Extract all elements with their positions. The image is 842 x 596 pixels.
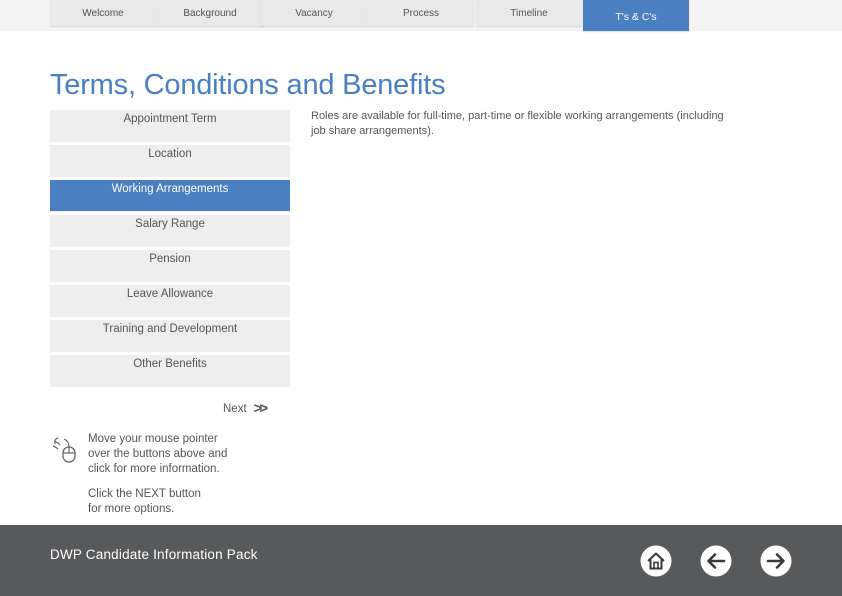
menu-item-leave-allowance[interactable]: Leave Allowance: [50, 285, 290, 316]
tab-timeline[interactable]: Timeline: [476, 0, 582, 26]
next-button[interactable]: [223, 400, 265, 417]
tab-terms-conditions[interactable]: T's & C's: [583, 0, 689, 31]
footer-title: DWP Candidate Information Pack: [50, 547, 258, 562]
tab-welcome[interactable]: Welcome: [50, 0, 156, 26]
tab-background[interactable]: Background: [157, 0, 263, 26]
arrow-left-icon[interactable]: [700, 545, 732, 577]
mouse-pointer-icon: [52, 435, 78, 463]
tab-vacancy[interactable]: Vacancy: [261, 0, 367, 26]
menu-item-working-arrangements[interactable]: Working Arrangements: [50, 180, 290, 211]
footer: [0, 525, 842, 596]
next-label: Next: [223, 402, 247, 415]
arrow-right-icon[interactable]: [760, 545, 792, 577]
top-navigation: [0, 0, 842, 31]
menu-item-other-benefits[interactable]: Other Benefits: [50, 355, 290, 386]
menu-item-salary-range[interactable]: Salary Range: [50, 215, 290, 246]
page-title: Terms, Conditions and Benefits: [50, 69, 446, 101]
help-text-next: Click the NEXT button for more options.: [88, 488, 201, 515]
help-text-hover: Move your mouse pointer over the buttons above and click for more information.: [88, 433, 228, 475]
double-chevron-right-icon: >>: [253, 400, 266, 417]
home-icon[interactable]: [640, 545, 672, 577]
tab-process[interactable]: Process: [368, 0, 474, 26]
menu-item-pension[interactable]: Pension: [50, 250, 290, 281]
menu-item-appointment-term[interactable]: Appointment Term: [50, 110, 290, 141]
menu-item-location[interactable]: Location: [50, 145, 290, 176]
content-text: Roles are available for full-time, part-time or flexible working arrangements (including job share arrangements).: [311, 110, 724, 137]
menu-item-training-development[interactable]: Training and Development: [50, 320, 290, 351]
